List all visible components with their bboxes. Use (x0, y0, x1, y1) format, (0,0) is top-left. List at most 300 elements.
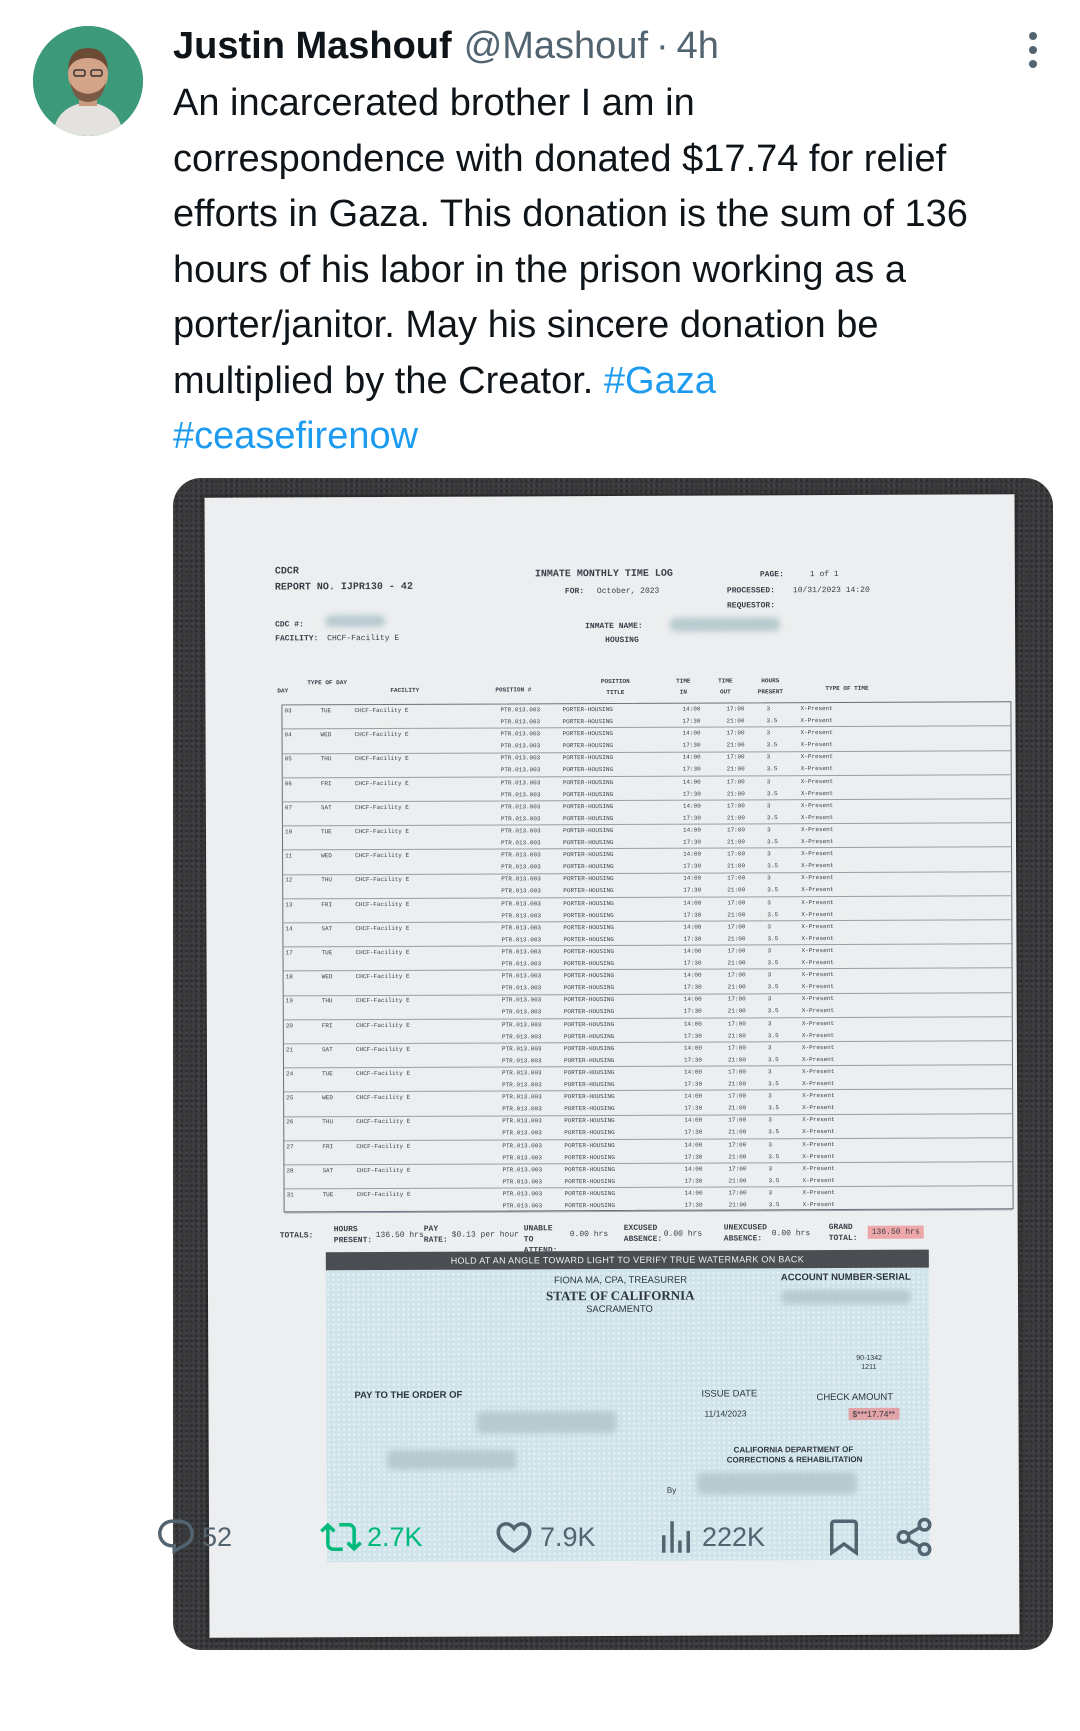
log-facility: CHCF-Facility E (355, 1045, 410, 1053)
redaction (781, 1290, 911, 1305)
log-time-in: 17:30 (682, 766, 701, 774)
retweet-count: 2.7K (367, 1521, 423, 1552)
check-department-2: CORRECTIONS & REHABILITATION (726, 1454, 863, 1465)
log-day: 28 (286, 1167, 294, 1175)
log-position: PTR.013.003 (502, 1141, 542, 1150)
log-position: PTR.013.003 (501, 1008, 542, 1016)
log-facility: CHCF-Facility E (355, 997, 410, 1005)
log-title: PORTER-HOUSING (563, 935, 614, 944)
log-hours: 3 (766, 777, 771, 785)
col-time-out: TIME OUT (718, 677, 733, 696)
log-type: X-Present (800, 801, 834, 809)
log-time-in: 17:30 (683, 983, 702, 991)
log-position: PTR.013.003 (500, 718, 541, 726)
check-amount-value: $***17.74** (848, 1408, 899, 1420)
log-hours: 3.5 (766, 717, 778, 725)
log-dow: SAT (321, 1046, 333, 1054)
log-time-in: 17:30 (684, 1177, 703, 1185)
like-icon (493, 1516, 535, 1558)
log-hours: 3 (767, 923, 772, 931)
hashtag-ceasefirenow[interactable]: #ceasefirenow (173, 415, 419, 457)
log-facility: CHCF-Facility E (354, 803, 409, 811)
log-hours: 3.5 (766, 741, 778, 749)
more-icon[interactable] (1015, 26, 1051, 74)
log-time-in: 14:00 (682, 826, 702, 834)
log-title: PORTER-HOUSING (563, 899, 614, 907)
log-time-in: 14:00 (684, 1068, 703, 1076)
log-row (284, 993, 1012, 1021)
log-day: 03 (284, 707, 292, 715)
log-dow: TUE (322, 1070, 333, 1078)
log-row (283, 751, 1011, 779)
col-facility: FACILITY (390, 686, 420, 694)
log-facility: CHCF-Facility E (356, 1142, 411, 1150)
share-button[interactable] (893, 1512, 935, 1562)
log-position: PTR.013.003 (501, 1032, 542, 1041)
log-facility: CHCF-Facility E (355, 924, 410, 932)
log-type: X-Present (802, 1176, 835, 1184)
like-count: 7.9K (540, 1521, 596, 1552)
tweet-line: porter/janitor. May his sincere donation be (173, 304, 879, 346)
log-hours: 3.5 (768, 1177, 780, 1185)
log-position: PTR.013.003 (500, 778, 541, 787)
log-time-out: 17:00 (728, 1092, 747, 1100)
log-hours: 3 (768, 1116, 772, 1124)
log-type: X-Present (802, 1164, 835, 1172)
log-position: PTR.013.003 (502, 1129, 542, 1137)
log-position: PTR.013.003 (502, 1153, 543, 1162)
unable-label: UNABLE TO (523, 1224, 553, 1245)
log-type: X-Present (801, 947, 834, 955)
tweet-media[interactable] (173, 478, 1053, 1650)
log-facility: CHCF-Facility E (355, 948, 410, 957)
check-banner: HOLD AT AN ANGLE TOWARD LIGHT TO VERIFY TRUE WATERMARK ON BACK (326, 1250, 929, 1271)
log-position: PTR.013.003 (500, 730, 541, 738)
log-facility: CHCF-Facility E (356, 1069, 411, 1078)
unable-value: 0.00 hrs (569, 1230, 609, 1240)
log-time-in: 14:00 (682, 729, 701, 737)
log-position: PTR.013.003 (502, 1190, 543, 1198)
log-position: PTR.013.003 (501, 875, 541, 883)
log-position: PTR.013.003 (501, 960, 542, 968)
doc-inmate-name-label: INMATE NAME: (585, 621, 643, 632)
log-title: PORTER-HOUSING (563, 851, 614, 859)
log-time-out: 21:00 (727, 1032, 746, 1040)
log-type: X-Present (802, 1104, 835, 1112)
log-dow: THU (322, 1118, 334, 1126)
log-time-out: 17:00 (727, 874, 746, 882)
log-time-out: 17:00 (728, 1116, 747, 1124)
doc-agency: CDCR (274, 566, 299, 578)
check-routing: 90-1342 (856, 1354, 882, 1362)
time-log-document (205, 494, 1020, 1638)
log-row (284, 1089, 1012, 1117)
log-hours: 3.5 (767, 886, 779, 894)
log-type: X-Present (802, 1128, 835, 1136)
log-dow: THU (320, 755, 332, 763)
log-time-out: 17:00 (728, 1068, 747, 1076)
log-time-in: 17:30 (682, 741, 701, 749)
log-hours: 3.5 (767, 1007, 779, 1015)
pay-rate-value: $0.13 per hour (451, 1230, 519, 1240)
log-hours: 3.5 (768, 1080, 779, 1088)
hours-present-label: HOURS PRESENT: (333, 1225, 373, 1246)
log-hours: 3 (768, 1165, 773, 1173)
col-position: POSITION # (495, 686, 532, 694)
log-type: X-Present (802, 1080, 835, 1088)
views-button[interactable] (655, 1512, 765, 1562)
log-hours: 3 (766, 753, 771, 761)
log-position: PTR.013.003 (500, 742, 541, 750)
log-time-out: 21:00 (728, 1153, 747, 1161)
log-facility: CHCF-Facility E (355, 852, 410, 860)
doc-housing-label: HOUSING (605, 635, 639, 646)
grand-total-label: GRAND TOTAL: (828, 1222, 858, 1244)
log-position: PTR.013.003 (501, 839, 541, 847)
log-time-out: 21:00 (726, 765, 745, 773)
log-time-in: 17:30 (683, 862, 702, 870)
bookmark-icon (823, 1516, 865, 1558)
views-count: 222K (702, 1521, 766, 1552)
log-dow: SAT (321, 925, 333, 933)
like-button[interactable] (493, 1512, 596, 1562)
log-row (284, 1162, 1012, 1190)
col-day: DAY (277, 687, 289, 695)
log-row (283, 823, 1011, 851)
log-dow: FRI (320, 779, 332, 787)
log-type: X-Present (802, 1189, 835, 1197)
tweet-line (173, 409, 1073, 465)
author-handle[interactable]: @Mashouf (463, 24, 649, 67)
log-day: 26 (286, 1118, 294, 1126)
log-hours: 3.5 (767, 935, 779, 943)
log-hours: 3 (767, 1019, 772, 1027)
log-type: X-Present (802, 1140, 835, 1148)
doc-facility-label: FACILITY: (275, 634, 319, 644)
log-hours: 3 (766, 802, 771, 810)
avatar[interactable] (33, 26, 143, 136)
log-title: PORTER-HOUSING (564, 1141, 615, 1149)
log-facility: CHCF-Facility E (354, 731, 409, 739)
log-time-in: 14:00 (683, 874, 702, 883)
log-hours: 3.5 (768, 1128, 780, 1136)
log-time-in: 17:30 (683, 1056, 703, 1064)
log-title: PORTER-HOUSING (562, 717, 613, 726)
log-time-out: 21:00 (728, 1080, 747, 1088)
log-title: PORTER-HOUSING (564, 1105, 615, 1113)
log-hours: 3.5 (767, 838, 778, 846)
log-title: PORTER-HOUSING (564, 1129, 615, 1137)
log-type: X-Present (800, 765, 834, 773)
log-time-out: 17:00 (728, 1141, 747, 1149)
log-type: X-Present (801, 934, 834, 942)
log-type: X-Present (801, 838, 834, 846)
log-type: X-Present (802, 1116, 835, 1124)
log-title: PORTER-HOUSING (562, 742, 614, 750)
log-dow: FRI (321, 1021, 333, 1029)
log-day: 25 (286, 1094, 294, 1102)
log-time-in: 14:00 (683, 995, 702, 1004)
redaction (670, 617, 780, 631)
log-time-in: 17:30 (684, 1153, 703, 1161)
check-amount-label: CHECK AMOUNT (816, 1391, 894, 1404)
log-title: PORTER-HOUSING (562, 778, 614, 786)
log-hours: 3 (766, 826, 771, 834)
log-row (284, 1138, 1012, 1166)
log-title: PORTER-HOUSING (563, 1056, 615, 1065)
log-day: 18 (285, 973, 293, 981)
tweet-line: correspondence with donated $17.74 for relief (173, 137, 947, 180)
log-day: 20 (285, 1021, 294, 1030)
separator: · (656, 24, 669, 67)
log-hours: 3 (767, 1044, 772, 1052)
log-hours: 3.5 (767, 983, 779, 991)
log-title: PORTER-HOUSING (562, 766, 614, 774)
log-type: X-Present (801, 922, 834, 930)
check-pay-to-label: PAY TO THE ORDER OF (354, 1389, 463, 1402)
log-day: 17 (285, 949, 293, 957)
log-dow: WED (321, 852, 332, 860)
log-time-in: 14:00 (683, 899, 702, 907)
log-time-in: 17:30 (682, 790, 701, 798)
log-position: PTR.013.003 (501, 984, 542, 992)
log-position: PTR.013.003 (501, 851, 541, 859)
doc-requestor-label: REQUESTOR: (726, 601, 776, 611)
log-row (282, 702, 1010, 730)
log-hours: 3 (767, 898, 771, 906)
log-hours: 3.5 (767, 959, 779, 967)
redaction (387, 1449, 517, 1470)
log-type: X-Present (801, 959, 834, 967)
log-position: PTR.013.003 (501, 972, 542, 980)
log-facility: CHCF-Facility E (354, 779, 409, 787)
hashtag-gaza[interactable]: #Gaza (603, 359, 716, 402)
log-time-in: 17:30 (683, 935, 702, 943)
log-title: PORTER-HOUSING (562, 790, 614, 798)
log-time-out: 17:00 (726, 753, 745, 761)
log-time-out: 17:00 (727, 923, 746, 931)
timestamp[interactable]: 4h (676, 24, 719, 67)
log-position: PTR.013.003 (502, 1166, 543, 1174)
log-position: PTR.013.003 (502, 1178, 543, 1186)
log-title: PORTER-HOUSING (563, 838, 614, 847)
log-title: PORTER-HOUSING (564, 1117, 615, 1125)
log-hours: 3 (768, 1140, 772, 1148)
log-time-out: 21:00 (727, 886, 746, 894)
excused-label: EXCUSED ABSENCE: (623, 1223, 663, 1244)
pay-rate-label: PAY RATE: (423, 1224, 448, 1245)
log-time-out: 17:00 (728, 1165, 747, 1173)
totals-label: TOTALS: (279, 1231, 314, 1241)
log-time-out: 21:00 (727, 935, 746, 943)
log-hours: 3 (767, 850, 771, 858)
log-time-out: 21:00 (727, 862, 746, 870)
reply-button[interactable] (155, 1512, 232, 1562)
log-title: PORTER-HOUSING (563, 947, 614, 956)
log-type: X-Present (802, 1201, 836, 1209)
tweet-text (173, 76, 1073, 465)
log-type: X-Present (801, 850, 834, 858)
log-facility: CHCF-Facility E (354, 755, 409, 763)
log-hours: 3 (766, 705, 771, 713)
doc-report-no: REPORT NO. IJPR130 - 42 (274, 581, 413, 594)
log-facility: CHCF-Facility E (355, 1021, 410, 1029)
log-row (283, 799, 1011, 827)
log-time-out: 21:00 (728, 1104, 747, 1112)
log-title: PORTER-HOUSING (563, 887, 614, 895)
log-row (283, 775, 1011, 803)
log-hours: 3 (767, 874, 771, 882)
log-row (284, 1065, 1012, 1093)
log-type: X-Present (800, 777, 834, 785)
tweet-header (173, 22, 719, 70)
log-time-out: 21:00 (728, 1177, 747, 1185)
redaction (325, 615, 385, 627)
log-time-in: 14:00 (684, 1141, 703, 1149)
log-time-in: 14:00 (683, 850, 702, 858)
doc-cdc-label: CDC #: (275, 620, 304, 630)
doc-processed-value: 10/31/2023 14:20 (792, 585, 870, 596)
log-time-out: 21:00 (728, 1201, 747, 1209)
log-hours: 3 (768, 1189, 773, 1197)
log-position: PTR.013.003 (502, 1105, 542, 1113)
log-position: PTR.013.003 (501, 899, 541, 908)
log-type: X-Present (801, 898, 834, 906)
log-position: PTR.013.003 (502, 1202, 543, 1210)
log-day: 21 (285, 1046, 294, 1054)
redaction (477, 1411, 617, 1434)
log-hours: 3.5 (766, 765, 778, 773)
log-hours: 3.5 (768, 1104, 780, 1112)
log-position: PTR.013.003 (500, 803, 541, 811)
log-type: X-Present (801, 971, 835, 979)
log-dow: THU (321, 876, 333, 884)
log-hours: 3.5 (768, 1152, 780, 1160)
log-time-in: 14:00 (682, 705, 701, 713)
tweet-line: multiplied by the Creator. (173, 359, 594, 402)
log-dow: THU (321, 997, 333, 1005)
log-title: PORTER-HOUSING (564, 1189, 615, 1198)
log-time-out: 21:00 (727, 959, 746, 967)
log-facility: CHCF-Facility E (355, 900, 410, 908)
log-row (283, 847, 1011, 875)
log-hours: 3 (768, 1092, 772, 1100)
author-name[interactable]: Justin Mashouf (173, 24, 452, 67)
log-day: 19 (285, 997, 293, 1005)
check-by-label: By (666, 1485, 677, 1495)
log-time-in: 14:00 (682, 778, 701, 786)
grand-total-value: 136.50 hrs (868, 1226, 924, 1239)
log-time-out: 21:00 (726, 717, 745, 725)
check-account-label: ACCOUNT NUMBER-SERIAL (780, 1271, 911, 1284)
log-time-in: 17:30 (683, 838, 702, 846)
log-day: 04 (284, 731, 292, 739)
log-row (283, 872, 1011, 900)
log-time-out: 17:00 (727, 899, 746, 907)
unexcused-value: 0.00 hrs (771, 1229, 811, 1239)
log-facility: CHCF-Facility E (354, 827, 410, 836)
log-position: PTR.013.003 (501, 948, 542, 956)
log-day: 14 (285, 925, 293, 933)
log-title: PORTER-HOUSING (564, 1068, 615, 1077)
log-dow: SAT (320, 804, 332, 812)
log-type: X-Present (801, 1043, 835, 1051)
log-day: 27 (286, 1142, 294, 1151)
log-hours: 3.5 (766, 814, 778, 822)
log-type: X-Present (801, 1055, 835, 1063)
log-title: PORTER-HOUSING (564, 1153, 615, 1161)
log-row (284, 1017, 1012, 1045)
views-icon (655, 1516, 697, 1558)
log-position: PTR.013.003 (501, 911, 541, 920)
log-title: PORTER-HOUSING (564, 1201, 616, 1210)
log-time-out: 17:00 (727, 947, 746, 955)
log-time-out: 17:00 (727, 850, 746, 858)
log-hours: 3 (767, 995, 772, 1003)
log-type: X-Present (800, 813, 834, 821)
col-type-of-day: TYPE OF DAY (307, 679, 347, 687)
log-position: PTR.013.003 (500, 827, 541, 835)
log-type: X-Present (801, 983, 835, 991)
log-type: X-Present (801, 995, 835, 1003)
log-time-in: 17:30 (682, 717, 701, 725)
doc-processed-label: PROCESSED: (726, 586, 775, 596)
log-position: PTR.013.003 (500, 766, 541, 774)
log-time-out: 17:00 (727, 995, 746, 1003)
log-time-out: 17:00 (726, 778, 745, 786)
log-title: PORTER-HOUSING (563, 972, 615, 980)
doc-for-value: October, 2023 (596, 586, 660, 597)
log-position: PTR.013.003 (501, 1020, 542, 1029)
log-row (283, 726, 1011, 754)
log-dow: WED (320, 731, 332, 739)
unexcused-label: UNEXCUSED ABSENCE: (723, 1223, 767, 1244)
log-time-out: 21:00 (727, 1007, 746, 1015)
log-time-in: 14:00 (683, 1020, 702, 1028)
log-title: PORTER-HOUSING (563, 1008, 615, 1016)
log-type: X-Present (800, 826, 834, 834)
log-time-in: 17:30 (684, 1104, 703, 1112)
check-department-1: CALIFORNIA DEPARTMENT OF (733, 1444, 854, 1455)
log-hours: 3.5 (766, 789, 778, 797)
bookmark-button[interactable] (823, 1512, 865, 1562)
log-title: PORTER-HOUSING (562, 826, 614, 835)
log-type: X-Present (801, 1031, 835, 1039)
avatar-image (33, 26, 143, 136)
reply-icon (155, 1516, 197, 1558)
log-type: X-Present (801, 874, 834, 882)
log-time-in: 17:30 (684, 1201, 703, 1209)
log-position: PTR.013.003 (502, 1093, 542, 1101)
log-title: PORTER-HOUSING (563, 911, 614, 919)
log-title: PORTER-HOUSING (563, 863, 614, 871)
retweet-icon (320, 1516, 362, 1558)
log-day: 05 (284, 755, 292, 763)
check-issue-date-label: ISSUE DATE (701, 1388, 758, 1400)
log-row (283, 944, 1011, 972)
log-time-in: 14:00 (684, 1116, 703, 1125)
retweet-button[interactable] (320, 1512, 423, 1562)
log-position: PTR.013.003 (500, 790, 541, 799)
log-time-in: 14:00 (682, 754, 701, 762)
log-position: PTR.013.003 (501, 1045, 542, 1053)
log-title: PORTER-HOUSING (563, 996, 615, 1004)
log-type: X-Present (801, 1019, 835, 1027)
check-treasurer: FIONA MA, CPA, TREASURER (553, 1274, 688, 1287)
log-title: PORTER-HOUSING (562, 705, 613, 714)
log-time-out: 21:00 (727, 1056, 747, 1064)
log-dow: TUE (321, 949, 333, 957)
